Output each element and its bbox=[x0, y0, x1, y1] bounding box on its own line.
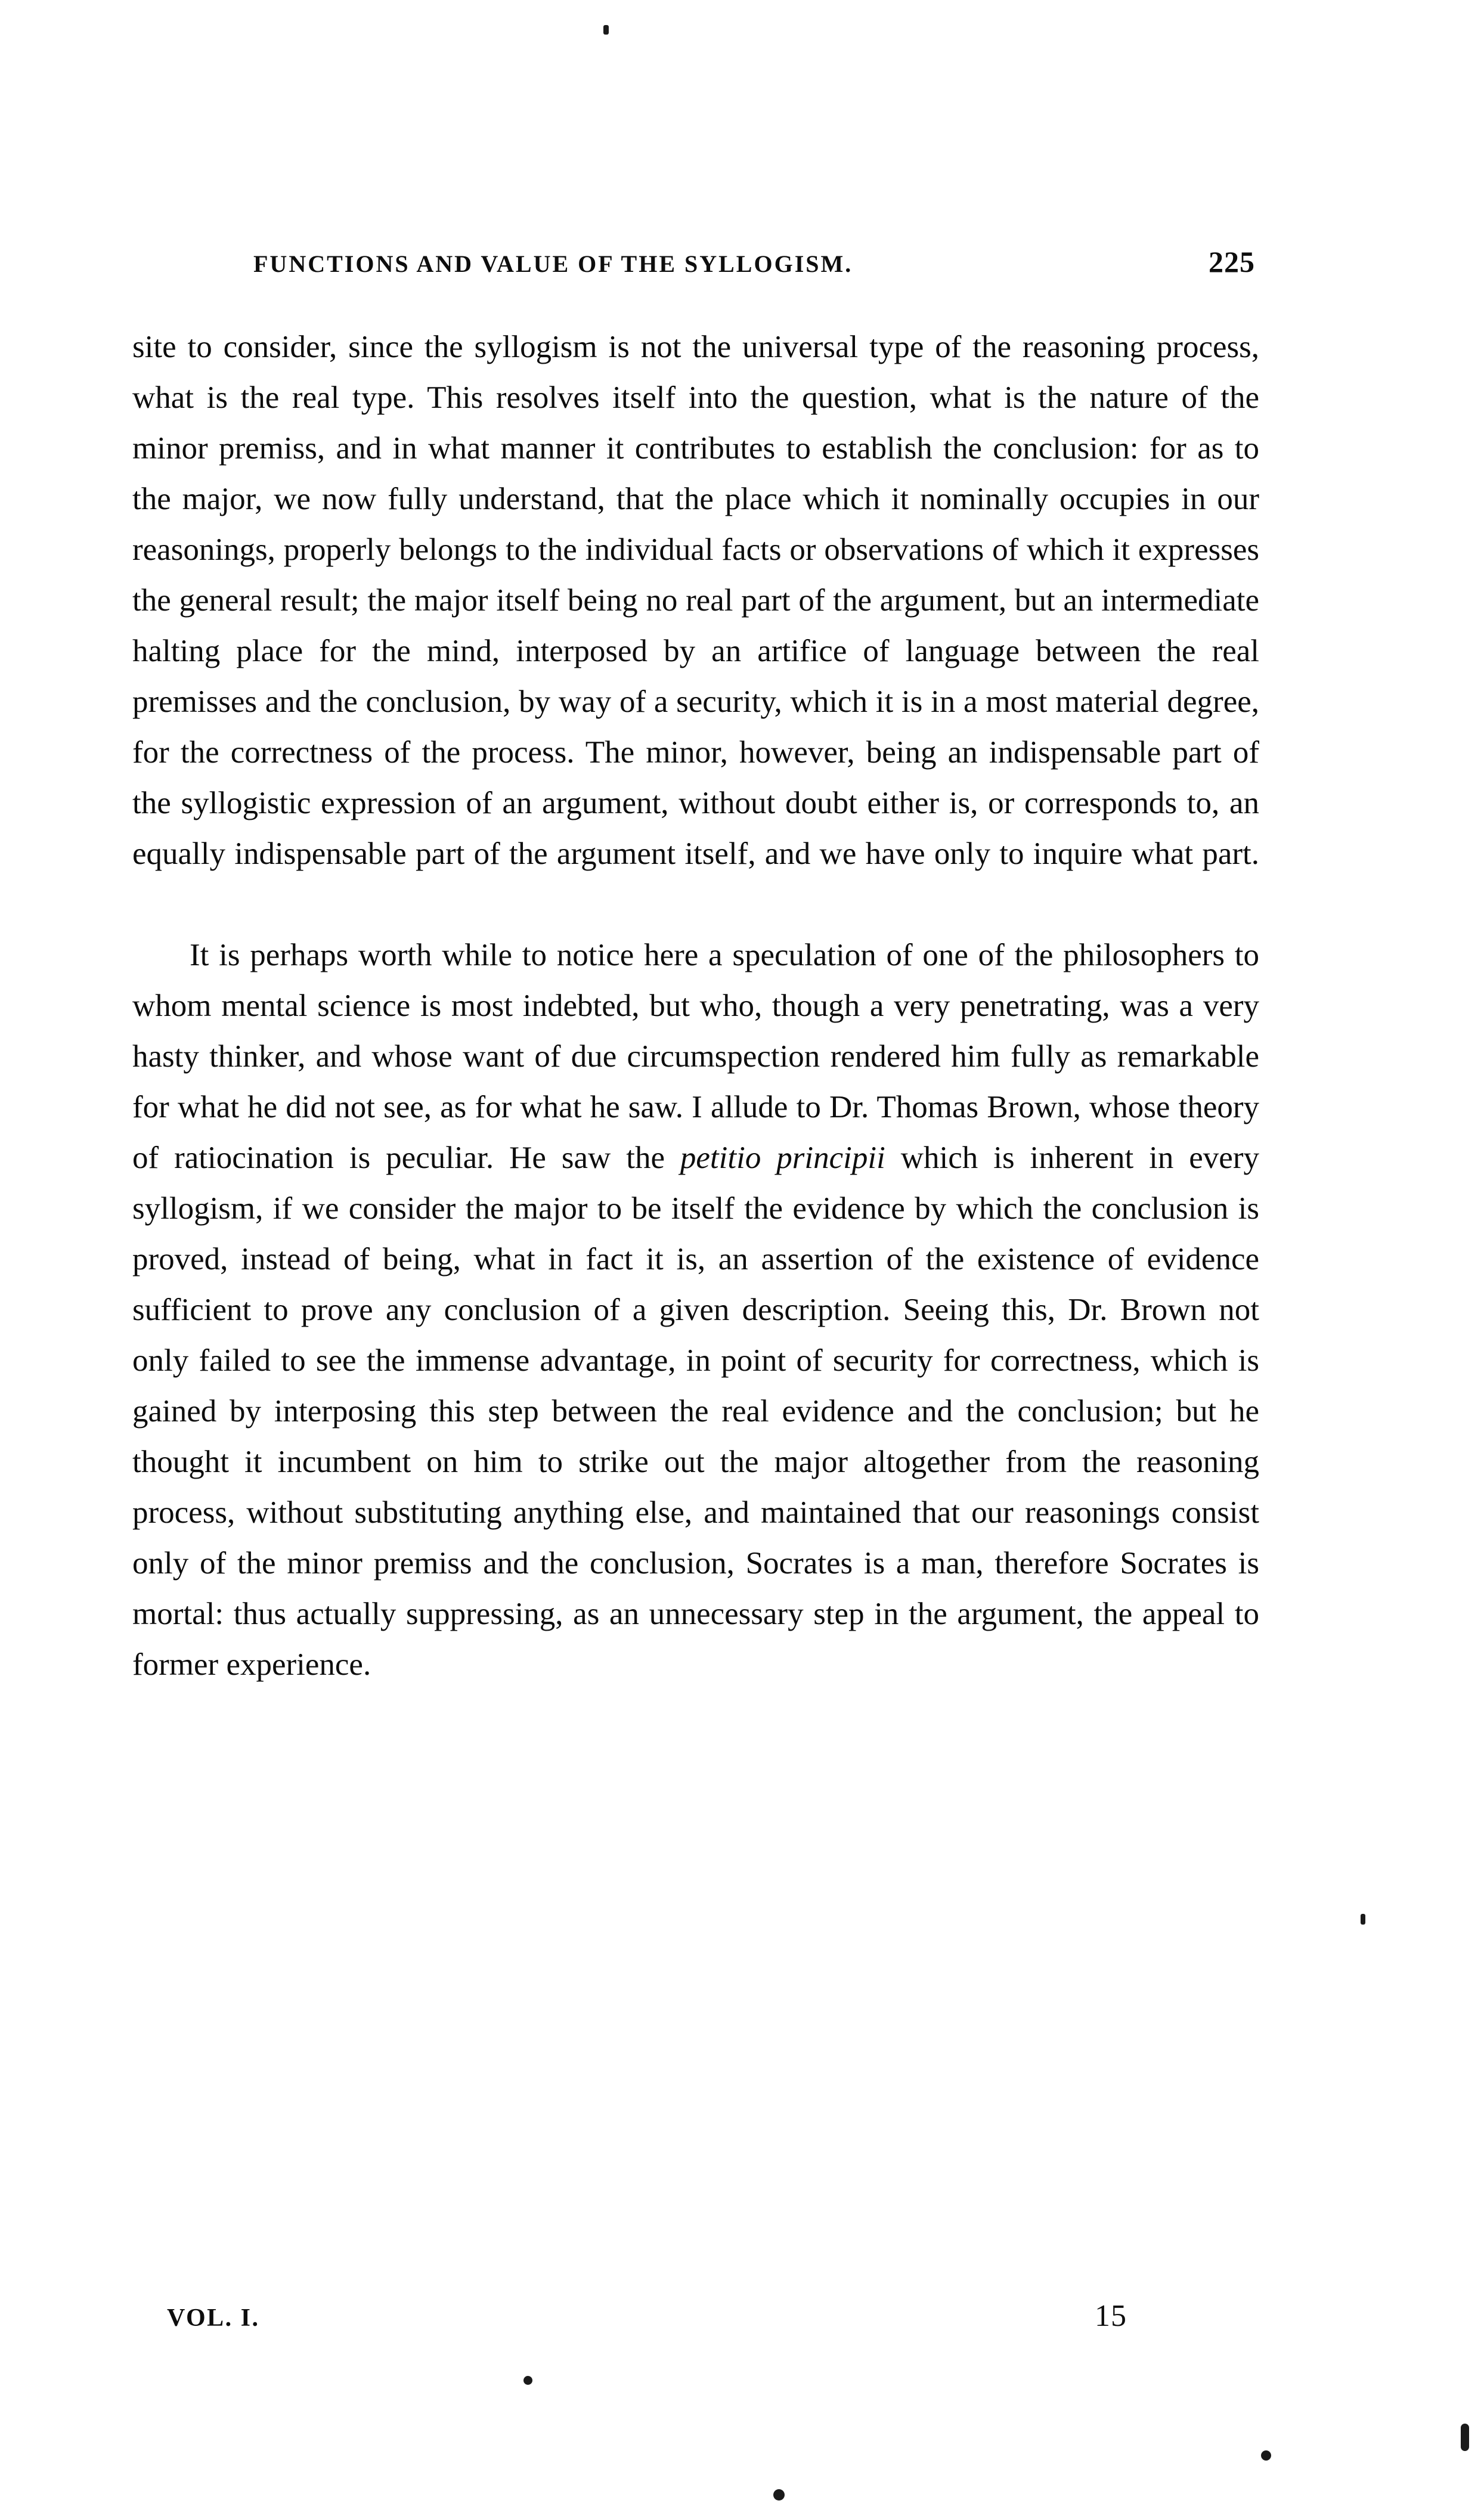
scan-speck-icon bbox=[603, 25, 609, 35]
signature-mark: 15 bbox=[1095, 2299, 1127, 2333]
page-footer bbox=[167, 2298, 1127, 2334]
scan-edge-mark-icon bbox=[1461, 2424, 1469, 2451]
paragraph-2 bbox=[132, 930, 1259, 1690]
body-text bbox=[132, 322, 1259, 1690]
volume-label: VOL. I. bbox=[167, 2304, 260, 2332]
running-head bbox=[253, 244, 1255, 279]
scan-speck-icon bbox=[773, 2489, 785, 2501]
running-head-title: FUNCTIONS AND VALUE OF THE SYLLOGISM. bbox=[253, 250, 853, 277]
scan-speck-icon bbox=[1261, 2450, 1271, 2461]
paragraph-2-part-a: It is perhaps worth while to notice here a speculation of one of the philosophers to whom mental science is most indebted, but who, though a very penetrating, was a very hasty thinker, and whose want of due circumspection rendered him fully as remarkable for what he did not see, as for what he saw. I allude to Dr. Thomas Brown, whose theory of ratiocination is peculiar. He saw the bbox=[132, 938, 1259, 1175]
paragraph-2-part-b: which is inherent in every syllogism, if we consider the major to be itself the evidence by which the conclusion is proved, instead of being, what in fact it is, an assertion of the existence of evidence sufficient to prove any conclusion of a given description. Seeing this, Dr. Brown not only failed to see the immense advantage, in point of security for correctness, which is gained by interposing this step between the real evidence and the conclusion; but he thought it incumbent on him to strike out the major altogether from the reasoning process, without substituting anything else, and maintained that our reasonings consist only of the minor premiss and the conclusion, Socrates is a man, therefore Socrates is mortal: thus actually suppressing, as an unnecessary step in the argument, the appeal to former experience. bbox=[132, 1141, 1259, 1682]
scan-speck-icon bbox=[523, 2376, 532, 2385]
page-number: 225 bbox=[1209, 245, 1255, 278]
latin-phrase-petitio-principii: petitio principii bbox=[680, 1141, 885, 1175]
paragraph-1: site to consider, since the syllogism is not the universal type of the reasoning process, what is the real type. This resolves itself into the question, what is the nature of the minor premiss, and in what manner it contributes to establish the conclusion: for as to the major, we now fully understand, that the place which it nominally occupies in our reasonings, properly belongs to the individual facts or observations of which it expresses the general result; the major itself being no real part of the argument, but an intermediate halting place for the mind, interposed by an artifice of language between the real premisses and the conclusion, by way of a security, which it is in a most material degree, for the correctness of the process. The minor, however, being an indispensable part of the syllogistic expression of an argument, without doubt either is, or corresponds to, an equally indispensable part of the argument itself, and we have only to inquire what part. bbox=[132, 330, 1259, 871]
scan-speck-icon bbox=[1361, 1914, 1365, 1925]
